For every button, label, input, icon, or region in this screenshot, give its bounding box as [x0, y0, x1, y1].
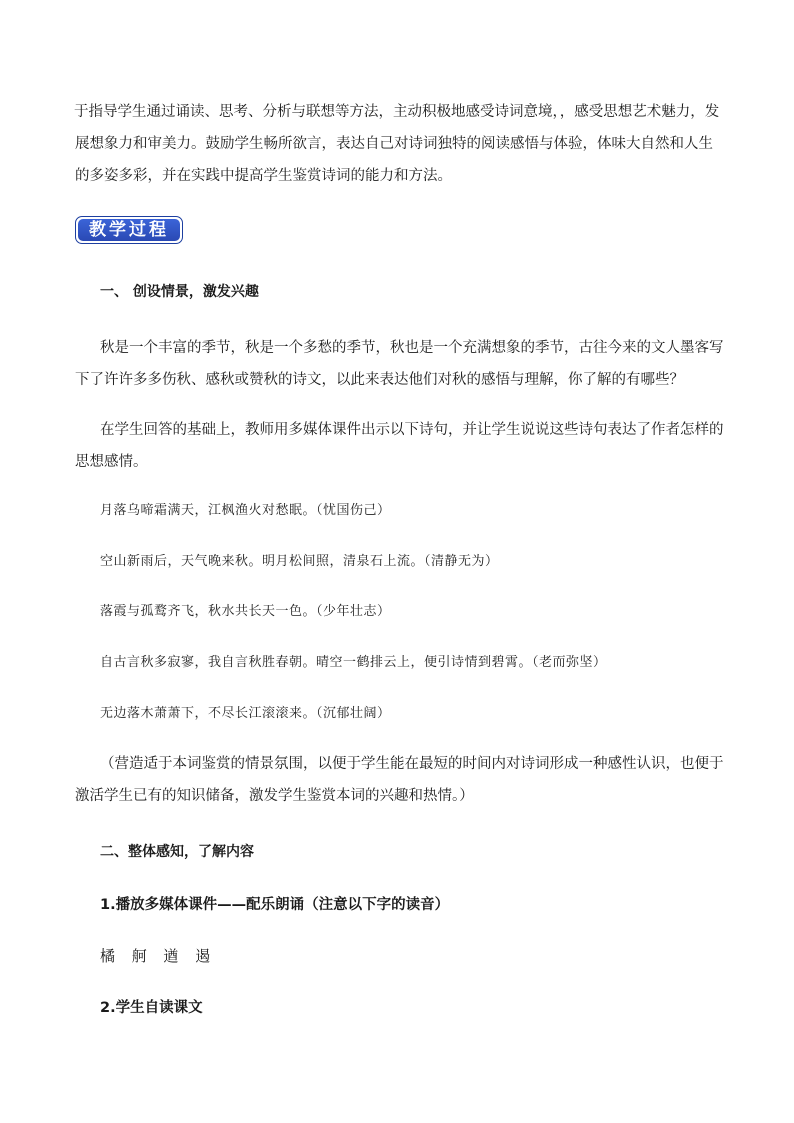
poem-line-5: 无边落木萧萧下，不尽长江滚滚来。（沉郁壮阔）	[100, 706, 391, 721]
pronunciation-characters: 橘 舸 遒 遏	[100, 947, 211, 965]
section2-heading: 二、整体感知，了解内容	[100, 844, 254, 860]
section-badge-label: 教学过程	[78, 219, 180, 241]
section1-paragraph-2: 在学生回答的基础上，教师用多媒体课件出示以下诗句，并让学生说说这些诗句表达了作者怎样的思想感情。	[75, 422, 724, 470]
poem-line-4: 自古言秋多寂寥，我自言秋胜春朝。晴空一鹤排云上，便引诗情到碧霄。（老而弥坚）	[100, 655, 607, 670]
section2-item-2: 2.学生自读课文	[100, 1000, 203, 1016]
section2-item-1: 1.播放多媒体课件——配乐朗诵（注意以下字的读音）	[100, 897, 450, 913]
poem-line-3: 落霞与孤鹜齐飞，秋水共长天一色。（少年壮志）	[100, 604, 391, 619]
intro-paragraph: 于指导学生通过诵读、思考、分析与联想等方法，主动积极地感受诗词意境，，感受思想艺术魅力，发展想象力和审美力。鼓励学生畅所欲言，表达自己对诗词独特的阅读感悟与体验，体味大自然和人生的多姿多彩，并在实践中提高学生鉴赏诗词的能力和方法。	[74, 104, 720, 184]
poem-line-1: 月落乌啼霜满天，江枫渔火对愁眠。（忧国伤己）	[100, 503, 391, 518]
section1-paragraph-1: 秋是一个丰富的季节，秋是一个多愁的季节，秋也是一个充满想象的季节，古往今来的文人墨客写下了许许多多伤秋、感秋或赞秋的诗文，以此来表达他们对秋的感悟与理解，你了解的有哪些？	[75, 340, 724, 388]
section1-heading: 一、 创设情景，激发兴趣	[100, 284, 259, 300]
poem-line-2: 空山新雨后，天气晚来秋。明月松间照，清泉石上流。（清静无为）	[100, 554, 499, 569]
section-badge	[75, 216, 183, 244]
section1-note: （营造适于本词鉴赏的情景氛围，以便于学生能在最短的时间内对诗词形成一种感性认识，也便于激活学生已有的知识储备，激发学生鉴赏本词的兴趣和热情。）	[75, 756, 724, 804]
